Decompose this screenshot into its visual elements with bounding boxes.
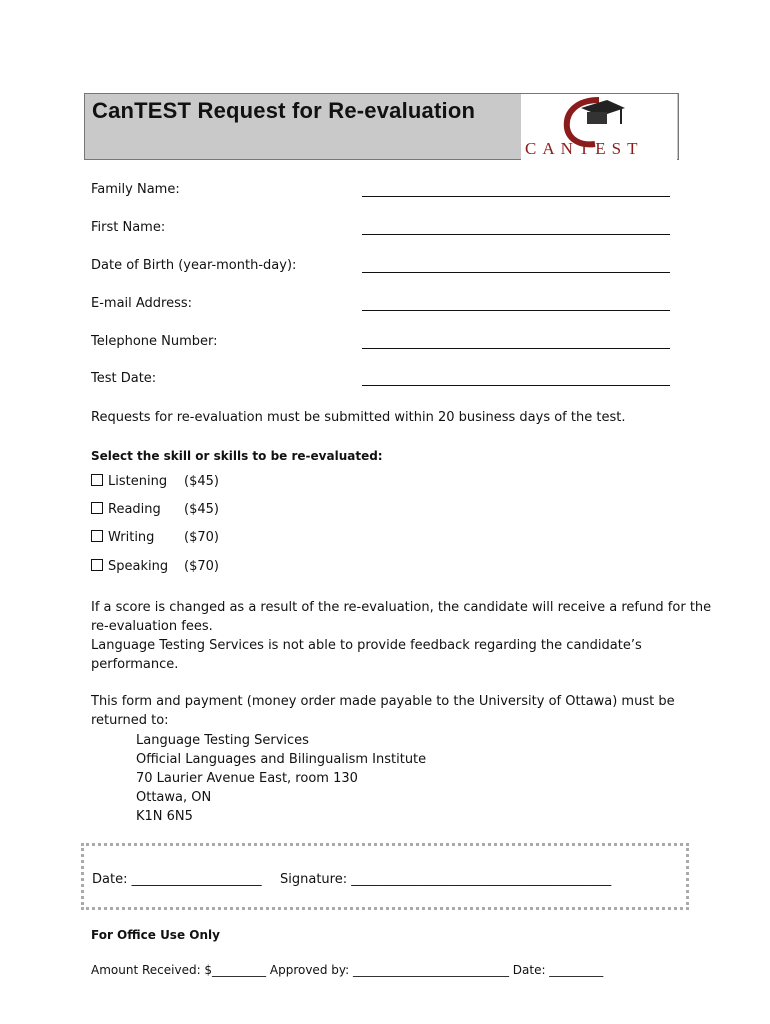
logo-text: CANTEST [525,139,644,158]
skill-price: ($45) [184,474,219,489]
skills-heading: Select the skill or skills to be re-evaluated: [91,449,383,463]
skill-option-reading[interactable] [91,502,219,517]
cantest-logo [521,94,677,160]
checkbox-icon[interactable] [91,559,103,571]
deadline-note: Requests for re-evaluation must be submitted within 20 business days of the test. [91,410,626,425]
skill-price: ($45) [184,502,219,517]
skill-label: Listening [108,474,168,489]
family-name-label: Family Name: [91,182,180,197]
skill-option-writing[interactable] [91,530,219,545]
skill-label: Writing [108,530,155,545]
address-line: Ottawa, ON [136,790,212,805]
address-line: Language Testing Services [136,733,309,748]
email-label: E-mail Address: [91,296,193,311]
logo-wordmark [525,139,644,159]
first-name-field[interactable] [362,234,670,235]
office-heading: For Office Use Only [91,928,220,942]
address-line: K1N 6N5 [136,809,193,824]
refund-note-line-1: If a score is changed as a result of the re-evaluation, the candidate will receive a refund for the [91,600,712,615]
return-note-line-1: This form and payment (money order made payable to the University of Ottawa) must be [91,694,675,709]
test-date-field[interactable] [362,385,670,386]
skill-price: ($70) [184,530,219,545]
telephone-label: Telephone Number: [91,334,218,349]
address-line: Official Languages and Bilingualism Institute [136,752,427,767]
return-note-line-2: returned to: [91,713,169,728]
address-line: 70 Laurier Avenue East, room 130 [136,771,358,786]
signature-field[interactable]: Signature: ________________________________________ [280,872,612,887]
date-field[interactable]: Date: ____________________ [92,872,262,887]
skill-option-listening[interactable] [91,474,219,489]
family-name-field[interactable] [362,196,670,197]
date-of-birth-field[interactable] [362,272,670,273]
skill-option-speaking[interactable] [91,559,219,574]
skill-label: Speaking [108,559,169,574]
form-title: CanTEST Request for Re-evaluation [92,98,476,123]
office-use-line: Amount Received: $_________ Approved by: __________________________ Date: _________ [91,963,604,977]
date-of-birth-label: Date of Birth (year-month-day): [91,258,297,273]
email-field[interactable] [362,310,670,311]
first-name-label: First Name: [91,220,166,235]
signature-box [81,843,689,910]
checkbox-icon[interactable] [91,474,103,486]
checkbox-icon[interactable] [91,502,103,514]
form-header [84,93,679,160]
skill-label: Reading [108,502,161,517]
test-date-label: Test Date: [91,371,157,386]
skill-price: ($70) [184,559,219,574]
feedback-note-line-2: performance. [91,657,179,672]
checkbox-icon[interactable] [91,530,103,542]
refund-note-line-2: re-evaluation fees. [91,619,213,634]
feedback-note-line-1: Language Testing Services is not able to provide feedback regarding the candidate’s [91,638,642,653]
telephone-field[interactable] [362,348,670,349]
